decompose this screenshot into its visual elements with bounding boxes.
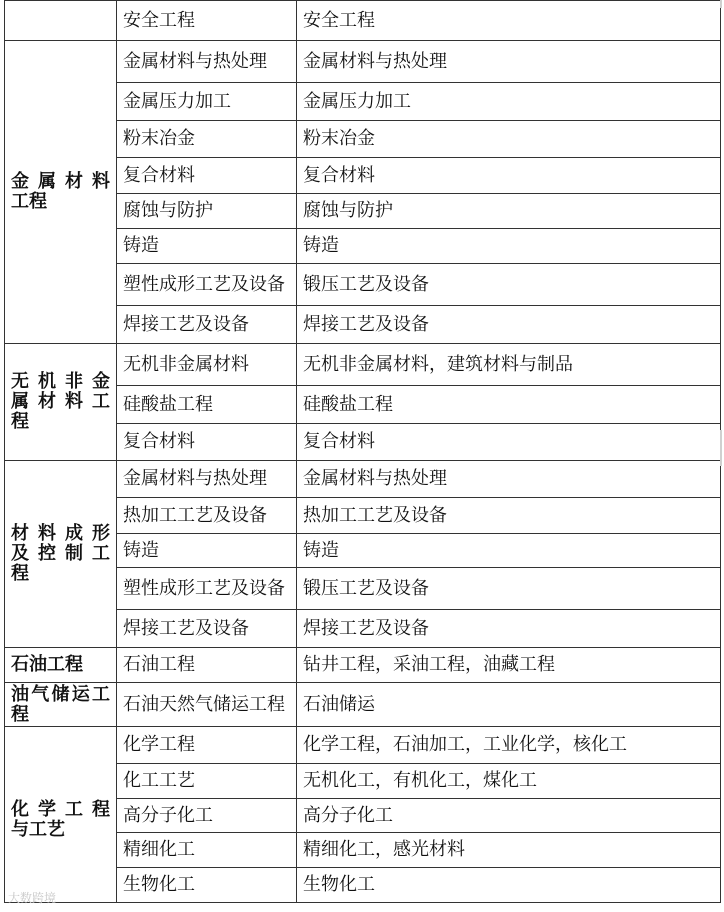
old-major-cell: 复合材料 bbox=[297, 158, 721, 194]
table-row bbox=[5, 41, 721, 83]
major-name-cell: 热加工工艺及设备 bbox=[117, 498, 297, 534]
old-major-cell: 铸造 bbox=[297, 229, 721, 264]
major-name-cell: 高分子化工 bbox=[117, 799, 297, 833]
category-line: 程 bbox=[11, 703, 29, 725]
major-name-cell: 精细化工 bbox=[117, 833, 297, 868]
category-cell: 石油工程 bbox=[5, 648, 117, 683]
category-cell bbox=[5, 683, 117, 727]
scrollbar-mark[interactable] bbox=[720, 0, 722, 8]
category-cell bbox=[5, 1, 117, 41]
major-table bbox=[4, 0, 721, 903]
major-name-cell: 金属材料与热处理 bbox=[117, 461, 297, 498]
major-name-cell: 生物化工 bbox=[117, 868, 297, 903]
old-major-cell: 无机化工，有机化工，煤化工 bbox=[297, 764, 721, 799]
table-row bbox=[5, 344, 721, 386]
old-major-cell: 粉末冶金 bbox=[297, 121, 721, 158]
major-name-cell: 化学工程 bbox=[117, 727, 297, 764]
major-name-cell: 硅酸盐工程 bbox=[117, 386, 297, 424]
major-name-cell: 腐蚀与防护 bbox=[117, 194, 297, 229]
category-line: 属材料工 bbox=[11, 391, 110, 412]
table-row bbox=[5, 461, 721, 498]
major-name-cell: 石油天然气储运工程 bbox=[117, 683, 297, 727]
category-line: 与工艺 bbox=[11, 818, 65, 840]
category-cell bbox=[5, 41, 117, 344]
major-name-cell: 金属压力加工 bbox=[117, 83, 297, 121]
major-name-cell: 塑性成形工艺及设备 bbox=[117, 568, 297, 610]
major-name-cell: 金属材料与热处理 bbox=[117, 41, 297, 83]
old-major-cell: 腐蚀与防护 bbox=[297, 194, 721, 229]
old-major-cell: 高分子化工 bbox=[297, 799, 721, 833]
category-line: 油气储运工 bbox=[11, 683, 110, 705]
major-name-cell: 复合材料 bbox=[117, 158, 297, 194]
table-row bbox=[5, 727, 721, 764]
major-name-cell: 铸造 bbox=[117, 534, 297, 568]
old-major-cell: 金属材料与热处理 bbox=[297, 41, 721, 83]
major-name-cell: 石油工程 bbox=[117, 648, 297, 683]
old-major-cell: 钻井工程，采油工程，油藏工程 bbox=[297, 648, 721, 683]
category-cell bbox=[5, 727, 117, 903]
category-cell bbox=[5, 344, 117, 461]
old-major-cell: 铸造 bbox=[297, 534, 721, 568]
category-line: 程 bbox=[11, 411, 29, 432]
major-name-cell: 复合材料 bbox=[117, 424, 297, 461]
table-row bbox=[5, 683, 721, 727]
category-line: 化学工程 bbox=[11, 798, 110, 820]
major-name-cell: 焊接工艺及设备 bbox=[117, 306, 297, 344]
old-major-cell: 精细化工，感光材料 bbox=[297, 833, 721, 868]
old-major-cell: 化学工程，石油加工，工业化学，核化工 bbox=[297, 727, 721, 764]
category-line: 程 bbox=[11, 563, 29, 584]
major-name-cell: 焊接工艺及设备 bbox=[117, 610, 297, 648]
old-major-cell: 复合材料 bbox=[297, 424, 721, 461]
old-major-cell: 无机非金属材料，建筑材料与制品 bbox=[297, 344, 721, 386]
category-line: 工程 bbox=[11, 191, 47, 212]
old-major-cell: 热加工工艺及设备 bbox=[297, 498, 721, 534]
old-major-cell: 安全工程 bbox=[297, 1, 721, 41]
scrollbar-mark[interactable] bbox=[720, 430, 722, 466]
old-major-cell: 焊接工艺及设备 bbox=[297, 306, 721, 344]
old-major-cell: 焊接工艺及设备 bbox=[297, 610, 721, 648]
category-cell bbox=[5, 461, 117, 648]
table-row bbox=[5, 648, 721, 683]
old-major-cell: 石油储运 bbox=[297, 683, 721, 727]
old-major-cell: 生物化工 bbox=[297, 868, 721, 903]
major-name-cell: 塑性成形工艺及设备 bbox=[117, 264, 297, 306]
old-major-cell: 金属材料与热处理 bbox=[297, 461, 721, 498]
major-name-cell: 铸造 bbox=[117, 229, 297, 264]
watermark: 大数跨境 bbox=[8, 891, 57, 905]
category-line: 无机非金 bbox=[11, 371, 110, 392]
major-name-cell: 化工工艺 bbox=[117, 764, 297, 799]
major-name-cell: 粉末冶金 bbox=[117, 121, 297, 158]
old-major-cell: 金属压力加工 bbox=[297, 83, 721, 121]
category-line: 及控制工 bbox=[11, 543, 110, 564]
old-major-cell: 锻压工艺及设备 bbox=[297, 568, 721, 610]
table-row bbox=[5, 1, 721, 41]
category-line: 金属材料 bbox=[11, 171, 110, 192]
major-name-cell: 安全工程 bbox=[117, 1, 297, 41]
major-name-cell: 无机非金属材料 bbox=[117, 344, 297, 386]
major-table-body bbox=[5, 1, 721, 903]
category-line: 材料成形 bbox=[11, 523, 110, 544]
old-major-cell: 硅酸盐工程 bbox=[297, 386, 721, 424]
old-major-cell: 锻压工艺及设备 bbox=[297, 264, 721, 306]
